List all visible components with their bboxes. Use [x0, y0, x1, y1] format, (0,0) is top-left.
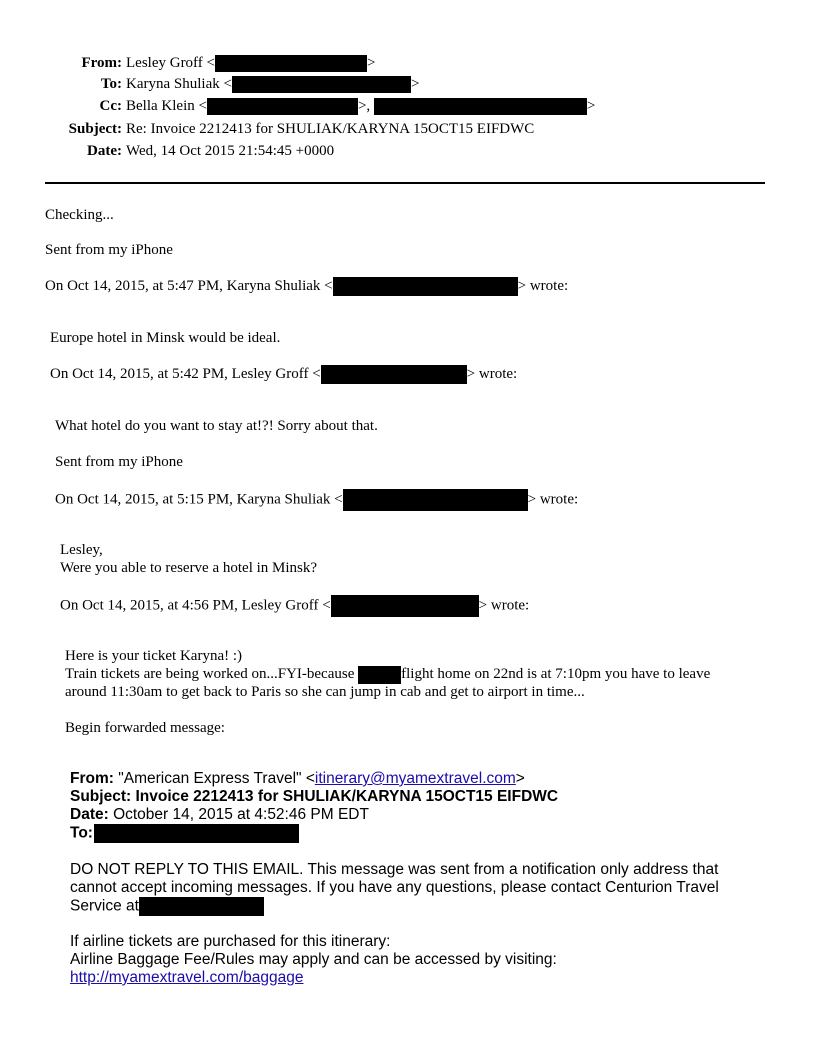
header-to-row: [0, 75, 419, 93]
forwarded-from-email-link[interactable]: itinerary@myamextravel.com: [314, 770, 516, 787]
header-cc-row: [0, 97, 595, 115]
forwarded-from-name: "American Express Travel" <: [113, 770, 315, 787]
header-date-label: Date:: [87, 143, 122, 159]
forwarded-airline-line-1: If airline tickets are purchased for this itinerary:: [70, 933, 391, 950]
redaction-block: [358, 666, 401, 684]
forwarded-to-row: [70, 824, 299, 843]
quote-attribution-4-suffix: > wrote:: [478, 597, 530, 614]
redaction-block: [333, 277, 518, 296]
forwarded-notice-line-1: DO NOT REPLY TO THIS EMAIL. This message was sent from a notification only address that: [70, 861, 719, 878]
redaction-block: [232, 76, 411, 93]
forwarded-from-row: [70, 770, 525, 788]
header-subject-label: Subject:: [68, 121, 122, 137]
header-cc-close: >: [586, 98, 596, 114]
redaction-block: [343, 489, 528, 511]
quote-attribution-1-suffix: > wrote:: [517, 278, 569, 294]
quote-attribution-3-suffix: > wrote:: [527, 491, 579, 508]
redaction-block: [321, 365, 467, 384]
baggage-link[interactable]: http://myamextravel.com/baggage: [70, 969, 304, 986]
body-train-line-1: [65, 665, 710, 684]
quote-attribution-2-suffix: > wrote:: [466, 366, 518, 382]
forwarded-notice-line-2: cannot accept incoming messages. If you have any questions, please contact Centurion Travel: [70, 879, 719, 896]
forwarded-notice-line-3: [70, 897, 264, 916]
forwarded-notice-line-3-text: Service at: [70, 897, 139, 915]
quote-attribution-1-prefix: On Oct 14, 2015, at 5:47 PM, Karyna Shuliak <: [45, 278, 333, 294]
forwarded-date-value: October 14, 2015 at 4:52:46 PM EDT: [108, 806, 369, 823]
redaction-block: [207, 98, 358, 115]
body-europe-hotel: Europe hotel in Minsk would be ideal.: [50, 330, 281, 346]
header-subject-value: Re: Invoice 2212413 for SHULIAK/KARYNA 15OCT15 EIFDWC: [126, 121, 535, 137]
forwarded-airline-line-2: Airline Baggage Fee/Rules may apply and can be accessed by visiting:: [70, 951, 557, 968]
body-begin-forwarded: Begin forwarded message:: [65, 720, 225, 736]
header-to-label: To:: [100, 76, 122, 92]
forwarded-from-close: >: [515, 770, 525, 787]
redaction-block: [215, 55, 367, 72]
quote-attribution-2-prefix: On Oct 14, 2015, at 5:42 PM, Lesley Groff <: [50, 366, 321, 382]
forwarded-to-label: To:: [70, 824, 93, 842]
header-from-close: >: [367, 55, 376, 71]
body-checking: Checking...: [45, 207, 114, 223]
forwarded-date-row: [70, 806, 369, 824]
header-cc-separator: >,: [357, 98, 374, 114]
header-from-label: From:: [81, 55, 122, 71]
header-to-close: >: [410, 76, 420, 92]
forwarded-from-label: From:: [70, 770, 114, 787]
quote-attribution-3-prefix: On Oct 14, 2015, at 5:15 PM, Karyna Shuliak <: [55, 491, 343, 508]
body-here-is-ticket: Here is your ticket Karyna! :): [65, 648, 243, 664]
forwarded-subject-label: Subject:: [70, 788, 132, 805]
body-train-part-2: flight home on 22nd is at 7:10pm you have to leave: [401, 666, 711, 682]
header-cc-label: Cc:: [99, 98, 122, 114]
forwarded-date-label: Date:: [70, 806, 109, 823]
quote-attribution-1: [45, 277, 568, 296]
header-subject-row: [0, 120, 534, 138]
redaction-block: [374, 98, 587, 115]
header-from-name: Lesley Groff <: [126, 55, 215, 71]
body-lesley: Lesley,: [60, 542, 103, 558]
header-to-name: Karyna Shuliak <: [126, 76, 232, 92]
body-sent-iphone-1: Sent from my iPhone: [45, 242, 173, 258]
redaction-block: [331, 595, 479, 617]
forwarded-subject-row: [70, 788, 558, 806]
body-sent-iphone-2: Sent from my iPhone: [55, 454, 183, 470]
body-train-part-1: Train tickets are being worked on...FYI-because: [65, 666, 359, 682]
body-train-line-2: around 11:30am to get back to Paris so she can jump in cab and get to airport in time...: [65, 684, 585, 700]
header-cc-name: Bella Klein <: [126, 98, 207, 114]
body-were-you-able: Were you able to reserve a hotel in Minsk?: [60, 560, 318, 576]
header-divider: [45, 182, 765, 184]
forwarded-baggage-row: [70, 969, 303, 987]
quote-attribution-4-prefix: On Oct 14, 2015, at 4:56 PM, Lesley Groff <: [60, 597, 331, 614]
quote-attribution-4: [60, 595, 529, 617]
header-from-row: [0, 54, 375, 72]
header-date-value: Wed, 14 Oct 2015 21:54:45 +0000: [126, 143, 335, 159]
quote-attribution-2: [50, 365, 517, 384]
redaction-block: [139, 897, 264, 916]
body-what-hotel: What hotel do you want to stay at!?! Sorry about that.: [55, 418, 378, 434]
header-date-row: [0, 142, 334, 160]
quote-attribution-3: [55, 489, 578, 511]
redaction-block: [94, 824, 299, 843]
forwarded-subject-value: Invoice 2212413 for SHULIAK/KARYNA 15OCT15 EIFDWC: [131, 788, 559, 805]
